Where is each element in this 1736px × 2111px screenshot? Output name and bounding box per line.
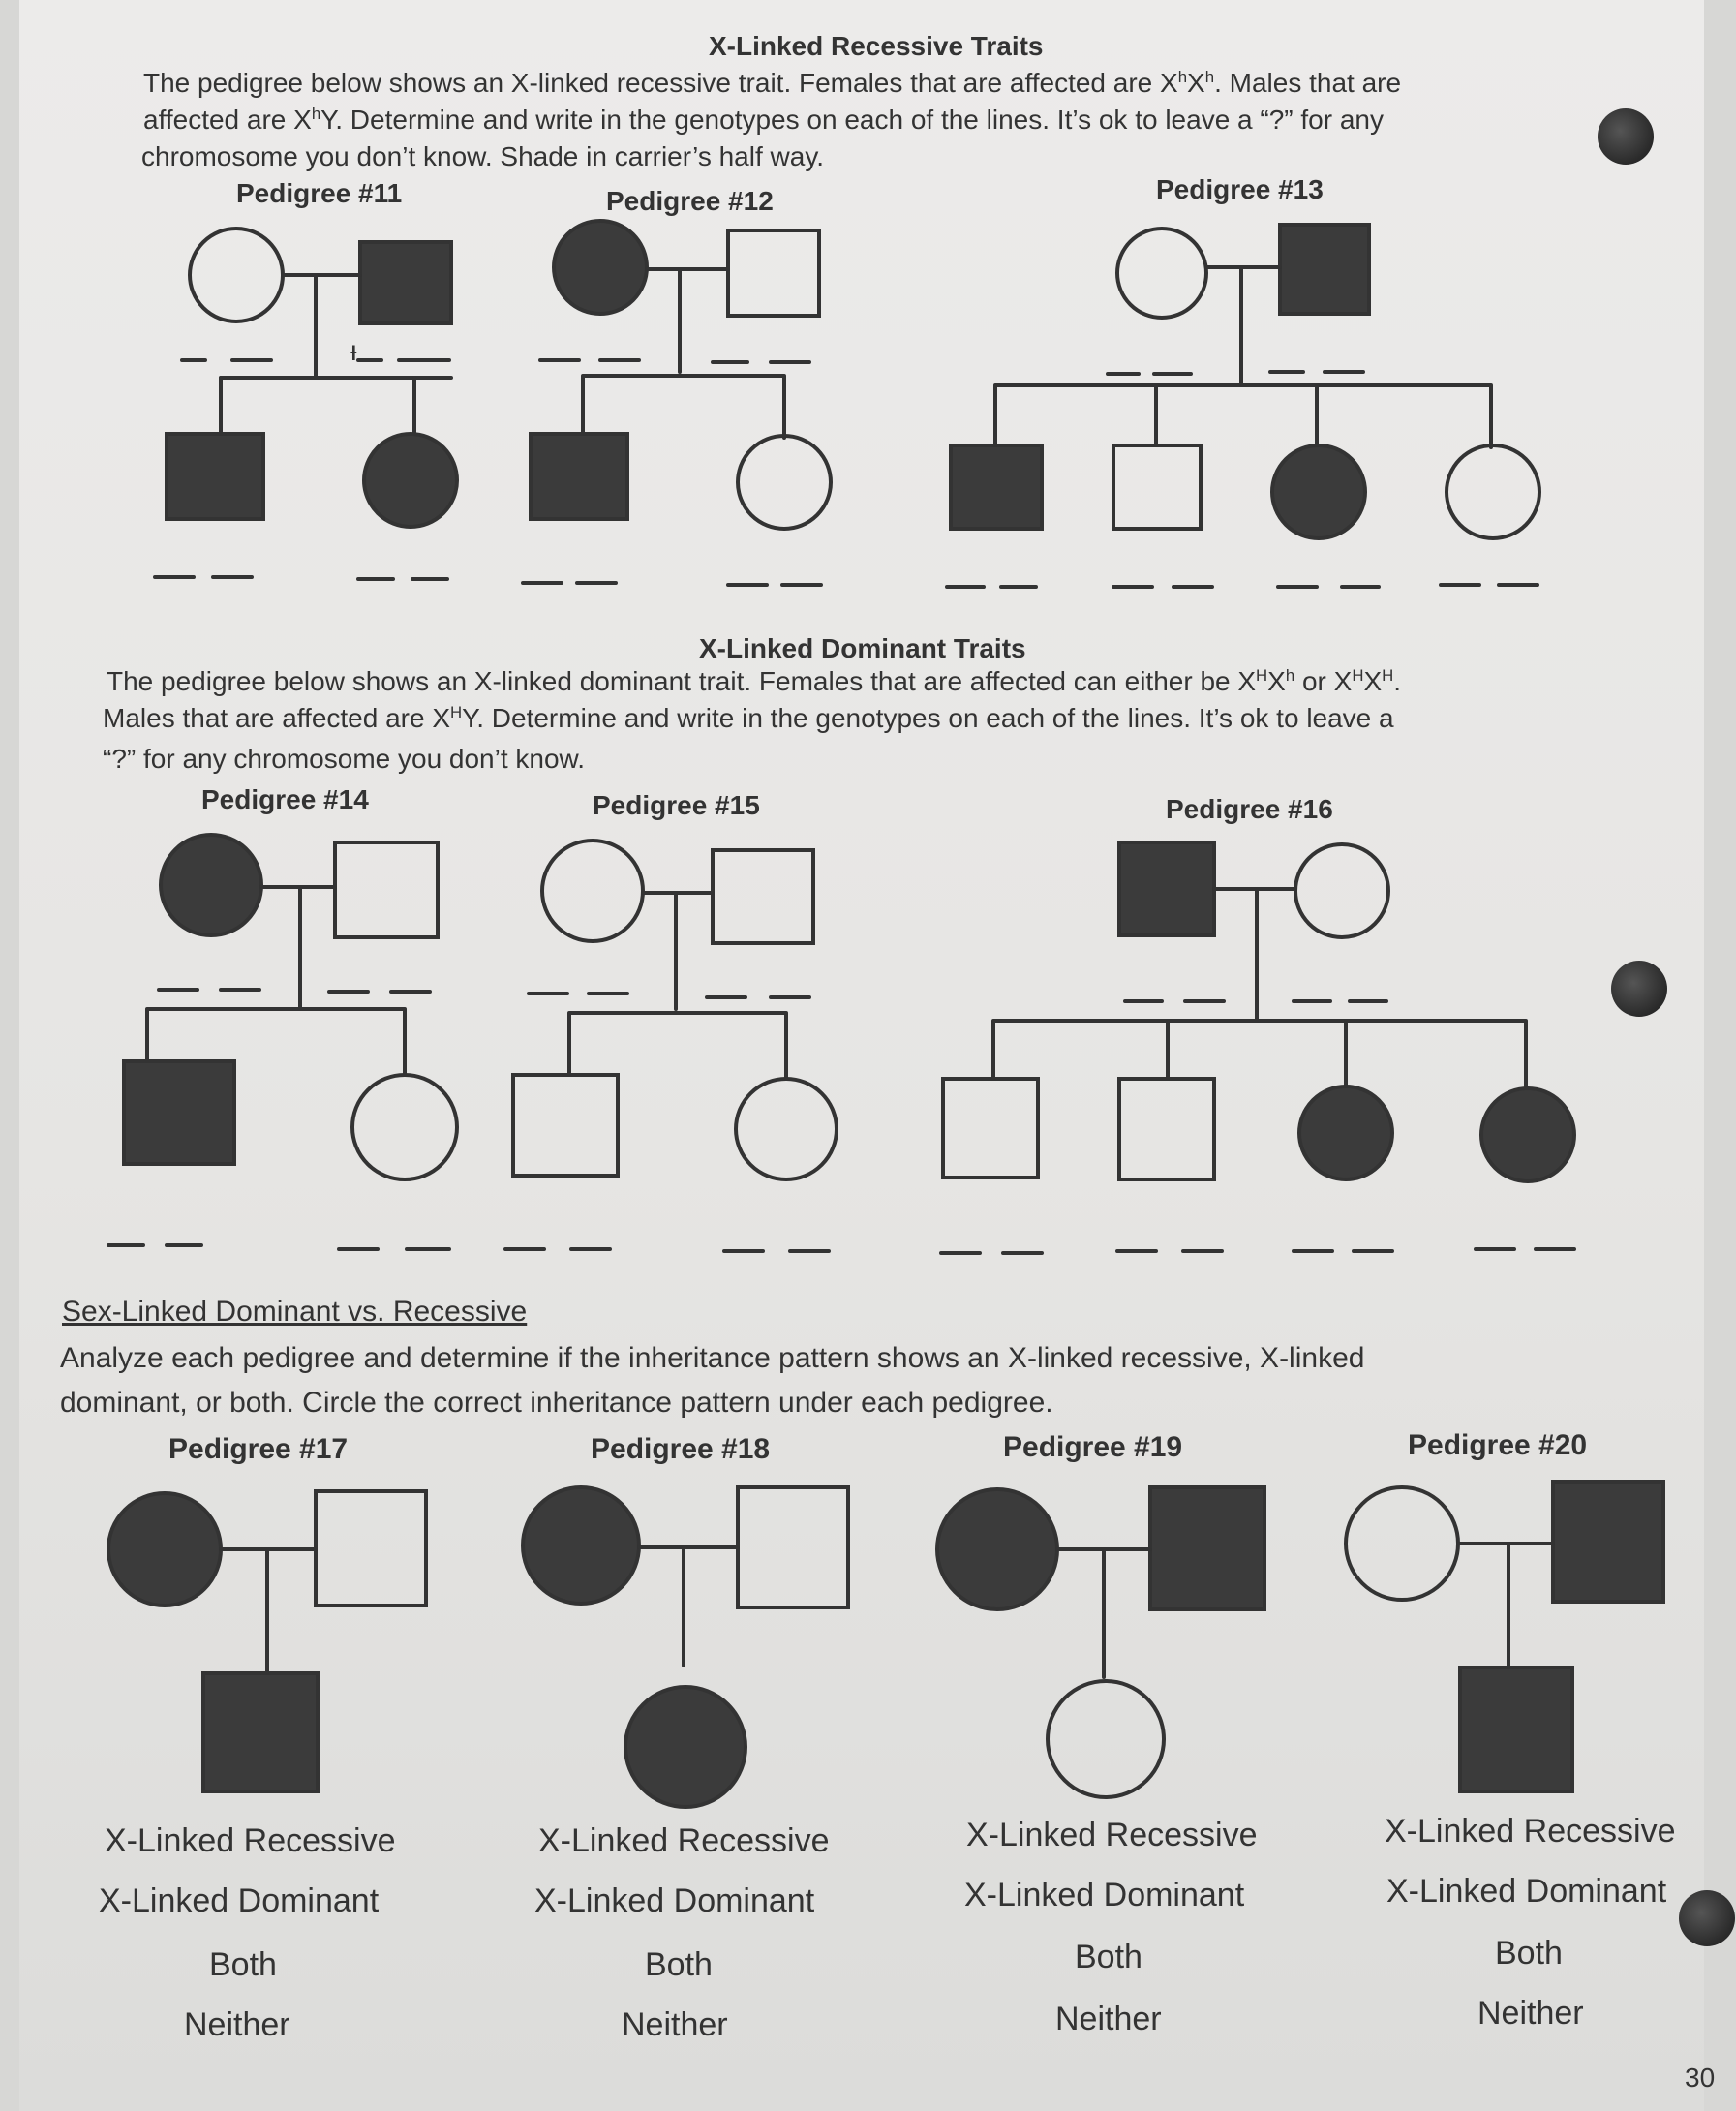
- ped17-option-dominant[interactable]: X-Linked Dominant: [99, 1882, 380, 1919]
- pedigree-16-title: Pedigree #16: [1166, 794, 1333, 824]
- pedigree-16: [941, 842, 1574, 1253]
- ped13-son: [1113, 445, 1201, 529]
- dominant-instructions-line-2: Males that are affected are $X^HY$. Determine and write in the genotypes on each of the lines. It’s ok to leave a: [103, 702, 1394, 733]
- ped20-option-dominant[interactable]: X-Linked Dominant: [1386, 1873, 1667, 1910]
- pedigree-13-title: Pedigree #13: [1156, 174, 1324, 204]
- ped15-daughter: [736, 1079, 837, 1179]
- ped20-option-neither[interactable]: Neither: [1477, 1995, 1584, 2032]
- ped17-option-recessive[interactable]: X-Linked Recessive: [105, 1822, 396, 1859]
- ped11-daughter: [364, 434, 457, 527]
- ped18-mother: [523, 1487, 639, 1604]
- recessive-instructions-line-1: The pedigree below shows an X-linked recessive trait. Females that are affected are $X^hX^h$. Males that are: [143, 67, 1402, 98]
- compare-instructions-line-2: dominant, or both. Circle the correct inheritance pattern under each pedigree.: [60, 1387, 1053, 1419]
- pedigree-18: [523, 1487, 848, 1807]
- pedigree-14-title: Pedigree #14: [201, 784, 369, 814]
- dominant-instructions-line-3: “?” for any chromosome you don’t know.: [103, 744, 586, 774]
- recessive-section-title: X-Linked Recessive Traits: [709, 31, 1044, 61]
- ped20-option-recessive[interactable]: X-Linked Recessive: [1385, 1813, 1676, 1850]
- ped19-father: [1150, 1487, 1264, 1609]
- pedigree-17-title: Pedigree #17: [168, 1433, 349, 1465]
- ped16-father: [1119, 842, 1214, 935]
- ped13-parent-lines[interactable]: [1108, 372, 1363, 374]
- ped18-option-dominant[interactable]: X-Linked Dominant: [534, 1882, 815, 1919]
- ped13-son-affected: [951, 445, 1042, 529]
- ped12-parent-lines[interactable]: [540, 360, 809, 362]
- ped19-option-dominant[interactable]: X-Linked Dominant: [964, 1877, 1245, 1913]
- ped16-son-2: [1119, 1079, 1214, 1179]
- ped14-mother: [161, 835, 261, 935]
- ped13-father: [1280, 225, 1369, 314]
- ped19-daughter: [1048, 1681, 1164, 1797]
- ped18-option-neither[interactable]: Neither: [622, 2006, 728, 2043]
- ped19-mother: [937, 1489, 1057, 1609]
- ped12-mother: [554, 221, 647, 314]
- dominant-section-title: X-Linked Dominant Traits: [699, 633, 1026, 663]
- ped16-daughter-1: [1299, 1086, 1392, 1179]
- dominant-instructions-line-1: The pedigree below shows an X-linked dominant trait. Females that are affected can either be $X^HX^h$ or $X^HX^H$.: [107, 665, 1402, 696]
- ped17-option-neither[interactable]: Neither: [184, 2006, 290, 2043]
- pedigree-12: [531, 221, 831, 529]
- ped20-option-both[interactable]: Both: [1495, 1935, 1563, 1972]
- pedigree-19-title: Pedigree #19: [1003, 1431, 1183, 1463]
- ped18-option-both[interactable]: Both: [645, 1946, 713, 1983]
- ped14-parent-lines[interactable]: [159, 990, 430, 992]
- ped15-parent-lines[interactable]: [529, 994, 809, 997]
- ped19-option-both[interactable]: Both: [1075, 1939, 1142, 1975]
- ped15-mother: [542, 841, 643, 941]
- recessive-instructions-line-2: affected are $X^hY$. Determine and write in the genotypes on each of the lines. It’s ok to leave a “?” for any: [143, 104, 1384, 135]
- ped11-mother: [190, 229, 283, 321]
- ped16-son-1: [943, 1079, 1038, 1178]
- ped12-father: [728, 230, 819, 316]
- pedigree-12-title: Pedigree #12: [606, 186, 774, 216]
- ped16-daughter-2: [1481, 1088, 1574, 1181]
- ped15-son: [513, 1075, 618, 1176]
- ped13-daughter-affected: [1272, 445, 1365, 538]
- ped17-father: [316, 1491, 426, 1606]
- ped14-15-child-lines[interactable]: [108, 1245, 829, 1251]
- ped17-son: [203, 1673, 318, 1791]
- ped15-father: [713, 850, 813, 943]
- ped13-mother: [1117, 229, 1206, 318]
- ped16-mother: [1295, 844, 1388, 937]
- ped18-option-recessive[interactable]: X-Linked Recessive: [538, 1822, 830, 1859]
- pedigree-15-title: Pedigree #15: [593, 790, 760, 820]
- pedigree-18-title: Pedigree #18: [591, 1433, 771, 1465]
- ped12-daughter: [738, 436, 831, 529]
- pedigree-19: [937, 1487, 1264, 1797]
- ped14-daughter: [352, 1075, 457, 1179]
- pedigree-13: [947, 225, 1539, 587]
- ped18-father: [738, 1487, 848, 1607]
- recessive-instructions-line-3: chromosome you don’t know. Shade in carrier’s half way.: [141, 141, 825, 171]
- ped20-father: [1553, 1482, 1663, 1602]
- ped14-father: [335, 842, 438, 937]
- ped14-son: [124, 1061, 234, 1164]
- ped20-son: [1460, 1667, 1572, 1791]
- ped18-daughter: [625, 1687, 746, 1807]
- ped11-son: [167, 434, 263, 519]
- page-number: 30: [1685, 2063, 1716, 2093]
- ped19-option-recessive[interactable]: X-Linked Recessive: [966, 1817, 1258, 1853]
- pedigree-20-title: Pedigree #20: [1408, 1429, 1588, 1461]
- pencil-mark: ᵻ: [350, 335, 357, 367]
- pedigree-17: [108, 1491, 426, 1791]
- compare-instructions-line-1: Analyze each pedigree and determine if the inheritance pattern shows an X-linked recessive, X-linked: [60, 1342, 1365, 1374]
- pedigree-14: [108, 835, 829, 1251]
- ped11-12-child-lines[interactable]: [155, 577, 821, 585]
- ped12-son: [531, 434, 627, 519]
- ped17-mother: [108, 1493, 221, 1606]
- ped16-child-lines[interactable]: [941, 1249, 1574, 1253]
- ped19-option-neither[interactable]: Neither: [1055, 2001, 1162, 2037]
- ped13-daughter: [1447, 445, 1539, 538]
- ped13-child-lines[interactable]: [947, 585, 1538, 587]
- ped20-mother: [1346, 1487, 1458, 1600]
- pedigree-11-title: Pedigree #11: [236, 178, 403, 208]
- pedigree-20: [1346, 1482, 1663, 1791]
- pedigree-11: [155, 229, 821, 585]
- ped17-option-both[interactable]: Both: [209, 1946, 277, 1983]
- compare-section-title: Sex-Linked Dominant vs. Recessive: [62, 1296, 528, 1328]
- ped11-father: [360, 242, 451, 323]
- pedigree-15: [513, 841, 837, 1179]
